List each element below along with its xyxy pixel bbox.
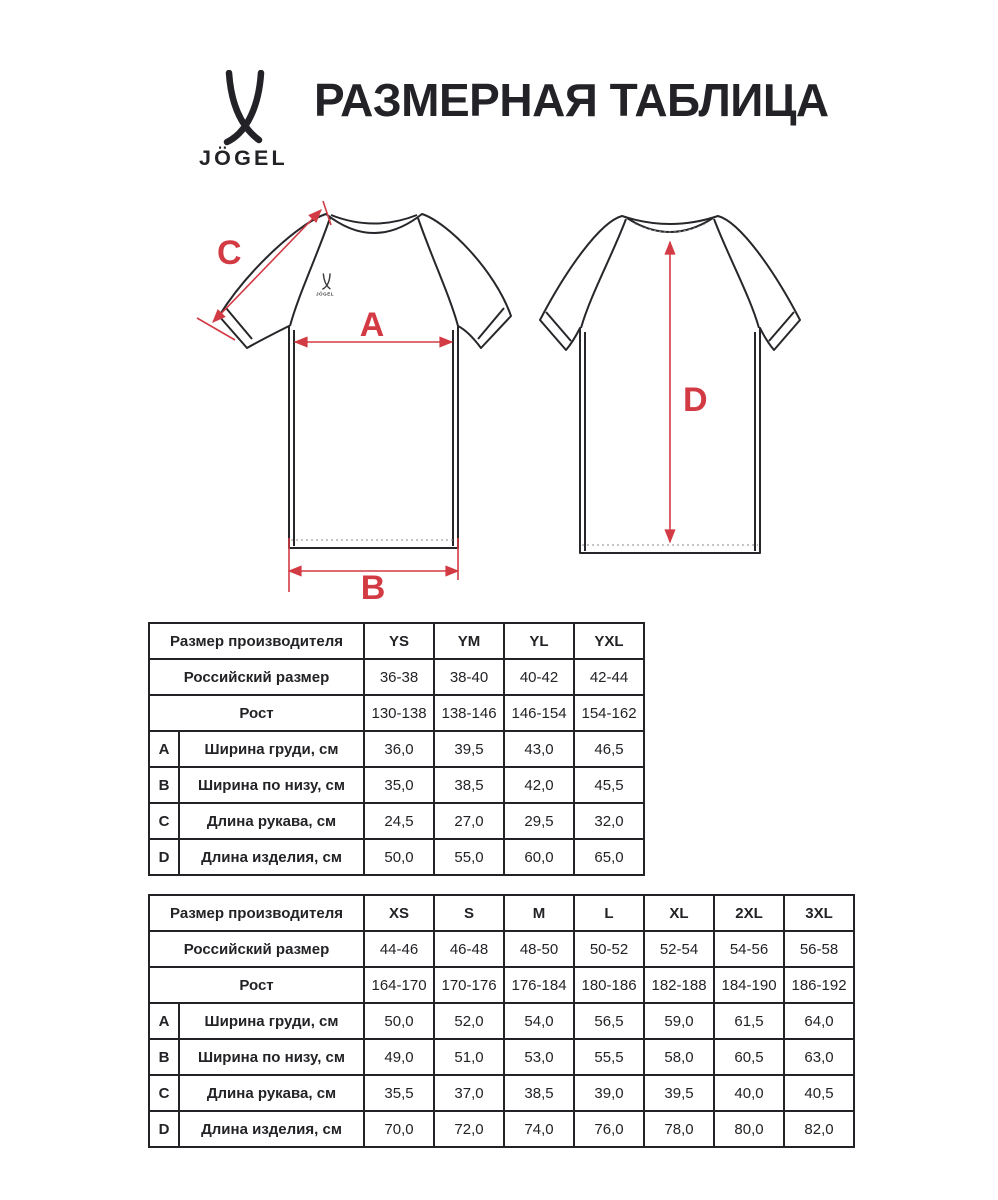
value-cell: 35,5 — [364, 1075, 434, 1111]
value-cell: 64,0 — [784, 1003, 854, 1039]
value-cell: 164-170 — [364, 967, 434, 1003]
value-cell: 180-186 — [574, 967, 644, 1003]
measure-label: Длина изделия, см — [179, 1111, 364, 1147]
measure-letter: D — [149, 1111, 179, 1147]
value-cell: 45,5 — [574, 767, 644, 803]
measure-letter: A — [149, 731, 179, 767]
value-cell: 40,0 — [714, 1075, 784, 1111]
value-cell: 29,5 — [504, 803, 574, 839]
value-cell: 54,0 — [504, 1003, 574, 1039]
value-cell: 186-192 — [784, 967, 854, 1003]
value-cell: 32,0 — [574, 803, 644, 839]
value-cell: 38-40 — [434, 659, 504, 695]
dimension-a-label: A — [359, 306, 385, 344]
size-code-cell: YXL — [574, 623, 644, 659]
value-cell: 48-50 — [504, 931, 574, 967]
value-cell: 38,5 — [504, 1075, 574, 1111]
value-cell: 146-154 — [504, 695, 574, 731]
value-cell: 40,5 — [784, 1075, 854, 1111]
value-cell: 51,0 — [434, 1039, 504, 1075]
row-label: Российский размер — [149, 931, 364, 967]
measure-letter: B — [149, 767, 179, 803]
manufacturer-size-label: Размер производителя — [149, 895, 364, 931]
value-cell: 50,0 — [364, 1003, 434, 1039]
value-cell: 60,5 — [714, 1039, 784, 1075]
value-cell: 46-48 — [434, 931, 504, 967]
value-cell: 38,5 — [434, 767, 504, 803]
value-cell: 50,0 — [364, 839, 434, 875]
value-cell: 170-176 — [434, 967, 504, 1003]
value-cell: 61,5 — [714, 1003, 784, 1039]
measure-label: Длина рукава, см — [179, 803, 364, 839]
value-cell: 52,0 — [434, 1003, 504, 1039]
brand-logo — [198, 70, 292, 170]
size-table-adult — [148, 894, 855, 1148]
size-table — [148, 622, 645, 876]
size-code-cell: XL — [644, 895, 714, 931]
tshirt-front-diagram — [195, 200, 525, 600]
value-cell: 78,0 — [644, 1111, 714, 1147]
value-cell: 42,0 — [504, 767, 574, 803]
value-cell: 184-190 — [714, 967, 784, 1003]
value-cell: 72,0 — [434, 1111, 504, 1147]
size-code-cell: 3XL — [784, 895, 854, 931]
dimension-d-label: D — [683, 381, 708, 419]
measure-label: Длина рукава, см — [179, 1075, 364, 1111]
value-cell: 49,0 — [364, 1039, 434, 1075]
value-cell: 54-56 — [714, 931, 784, 967]
manufacturer-size-label: Размер производителя — [149, 623, 364, 659]
page-title: РАЗМЕРНАЯ ТАБЛИЦА — [314, 74, 829, 126]
size-code-cell: 2XL — [714, 895, 784, 931]
measure-letter: A — [149, 1003, 179, 1039]
value-cell: 39,5 — [644, 1075, 714, 1111]
measure-label: Длина изделия, см — [179, 839, 364, 875]
size-code-cell: YS — [364, 623, 434, 659]
value-cell: 52-54 — [644, 931, 714, 967]
value-cell: 50-52 — [574, 931, 644, 967]
value-cell: 44-46 — [364, 931, 434, 967]
value-cell: 74,0 — [504, 1111, 574, 1147]
row-label: Рост — [149, 967, 364, 1003]
row-label: Российский размер — [149, 659, 364, 695]
value-cell: 76,0 — [574, 1111, 644, 1147]
value-cell: 36-38 — [364, 659, 434, 695]
value-cell: 42-44 — [574, 659, 644, 695]
value-cell: 82,0 — [784, 1111, 854, 1147]
value-cell: 154-162 — [574, 695, 644, 731]
value-cell: 138-146 — [434, 695, 504, 731]
value-cell: 36,0 — [364, 731, 434, 767]
value-cell: 53,0 — [504, 1039, 574, 1075]
size-code-cell: L — [574, 895, 644, 931]
value-cell: 59,0 — [644, 1003, 714, 1039]
size-code-cell: XS — [364, 895, 434, 931]
value-cell: 35,0 — [364, 767, 434, 803]
measure-letter: C — [149, 803, 179, 839]
measure-label: Ширина груди, см — [179, 731, 364, 767]
value-cell: 37,0 — [434, 1075, 504, 1111]
chest-logo-text: JÖGEL — [316, 291, 335, 297]
value-cell: 176-184 — [504, 967, 574, 1003]
value-cell: 70,0 — [364, 1111, 434, 1147]
size-code-cell: YM — [434, 623, 504, 659]
row-label: Рост — [149, 695, 364, 731]
dimension-c-label: C — [217, 234, 242, 272]
size-code-cell: M — [504, 895, 574, 931]
value-cell: 55,0 — [434, 839, 504, 875]
value-cell: 130-138 — [364, 695, 434, 731]
brand-logo-mark-icon — [198, 70, 292, 170]
value-cell: 39,0 — [574, 1075, 644, 1111]
measure-letter: D — [149, 839, 179, 875]
size-code-cell: S — [434, 895, 504, 931]
size-table — [148, 894, 855, 1148]
value-cell: 27,0 — [434, 803, 504, 839]
value-cell: 80,0 — [714, 1111, 784, 1147]
measure-label: Ширина груди, см — [179, 1003, 364, 1039]
value-cell: 60,0 — [504, 839, 574, 875]
measure-label: Ширина по низу, см — [179, 767, 364, 803]
value-cell: 24,5 — [364, 803, 434, 839]
value-cell: 182-188 — [644, 967, 714, 1003]
value-cell: 39,5 — [434, 731, 504, 767]
size-code-cell: YL — [504, 623, 574, 659]
tshirt-back-diagram — [520, 206, 820, 558]
value-cell: 46,5 — [574, 731, 644, 767]
measure-letter: B — [149, 1039, 179, 1075]
value-cell: 40-42 — [504, 659, 574, 695]
brand-logo-text: JÖGEL — [199, 146, 288, 170]
value-cell: 55,5 — [574, 1039, 644, 1075]
measure-letter: C — [149, 1075, 179, 1111]
measure-label: Ширина по низу, см — [179, 1039, 364, 1075]
dimension-b-label: B — [360, 569, 386, 600]
value-cell: 43,0 — [504, 731, 574, 767]
value-cell: 56-58 — [784, 931, 854, 967]
value-cell: 63,0 — [784, 1039, 854, 1075]
value-cell: 65,0 — [574, 839, 644, 875]
value-cell: 58,0 — [644, 1039, 714, 1075]
tshirt-front-outline — [219, 214, 511, 548]
size-table-youth — [148, 622, 645, 876]
value-cell: 56,5 — [574, 1003, 644, 1039]
